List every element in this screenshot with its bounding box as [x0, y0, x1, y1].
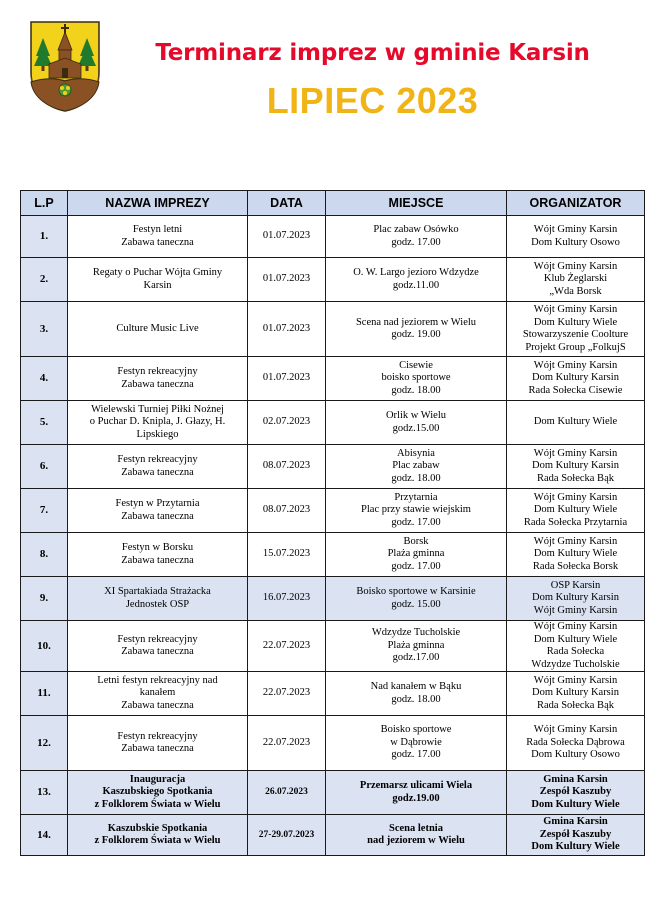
table-header-row: [21, 191, 645, 216]
cell-line: Rada Sołecka: [546, 646, 605, 657]
cell-line: Wójt Gminy Karsin: [533, 724, 618, 736]
cell-line: Zabawa taneczna: [121, 236, 194, 248]
cell-event-name: [68, 533, 248, 577]
cell-line: Letni festyn rekreacyjny nad: [97, 674, 218, 686]
cell-organizer: [507, 577, 645, 621]
cell-line: godz. 19.00: [391, 329, 441, 340]
cell-line: godz. 17.00: [391, 560, 441, 572]
cell-line: Cisewie: [399, 359, 433, 371]
cell-date: 22.07.2023: [248, 621, 326, 672]
cell-organizer: [507, 489, 645, 533]
table-row: [21, 672, 645, 716]
cell-line: Gmina Karsin: [543, 773, 608, 785]
cell-line: Festyn letni: [132, 224, 183, 235]
column-header-date: DATA: [248, 191, 326, 216]
cell-event-name: [68, 771, 248, 815]
cell-line: Dom Kultury Wiele: [533, 316, 618, 328]
cell-line: Wójt Gminy Karsin: [533, 260, 618, 272]
cell-lp: 14.: [21, 815, 68, 856]
cell-lp: 10.: [21, 621, 68, 672]
cell-lp: 11.: [21, 672, 68, 716]
cell-line: Boisko sportowe w Karsinie: [356, 586, 476, 597]
cell-line: Festyn rekreacyjny: [117, 454, 198, 465]
cell-place: [326, 815, 507, 856]
table-row: [21, 815, 645, 856]
cell-lp: 12.: [21, 716, 68, 771]
cell-event-name: [68, 672, 248, 716]
cell-event-name: [68, 357, 248, 401]
cell-line: godz.11.00: [392, 279, 440, 291]
column-header-place: MIEJSCE: [326, 191, 507, 216]
cell-line: kanałem: [139, 687, 176, 699]
cell-line: Dom Kultury Wiele: [533, 548, 618, 560]
cell-line: Plac zabaw: [392, 460, 440, 472]
cell-place: [326, 302, 507, 357]
cell-place: [326, 621, 507, 672]
cell-line: Scena letnia: [389, 822, 443, 834]
cell-line: Scena nad jeziorem w Wielu: [355, 316, 477, 328]
column-header-name: NAZWA IMPREZY: [68, 191, 248, 216]
cell-organizer: [507, 445, 645, 489]
cell-organizer: [507, 216, 645, 258]
cell-line: Gmina Karsin: [543, 816, 608, 828]
table-row: [21, 771, 645, 815]
cell-lp: 13.: [21, 771, 68, 815]
cell-lp: 4.: [21, 357, 68, 401]
cell-line: Wielewski Turniej Piłki Nożnej: [91, 403, 224, 415]
cell-date: 01.07.2023: [248, 357, 326, 401]
cell-line: Zabawa taneczna: [121, 510, 194, 522]
cell-line: Dom Kultury Wiele: [533, 633, 618, 645]
cell-event-name: [68, 302, 248, 357]
cell-line: Inauguracja: [129, 773, 186, 785]
cell-lp: 9.: [21, 577, 68, 621]
cell-date: 22.07.2023: [248, 716, 326, 771]
cell-organizer: [507, 533, 645, 577]
cell-line: Dom Kultury Wiele: [533, 416, 618, 428]
cell-date: 01.07.2023: [248, 302, 326, 357]
cell-line: „Wda Borsk: [549, 285, 602, 297]
cell-event-name: [68, 445, 248, 489]
cell-organizer: [507, 357, 645, 401]
cell-date: 01.07.2023: [248, 258, 326, 302]
cell-line: Karsin: [143, 279, 172, 291]
cell-date: 08.07.2023: [248, 489, 326, 533]
cell-place: [326, 357, 507, 401]
cell-date: 02.07.2023: [248, 401, 326, 445]
cell-place: [326, 489, 507, 533]
cell-line: godz.19.00: [392, 792, 440, 804]
cell-line: Rada Sołecka Bąk: [537, 699, 614, 711]
table-row: [21, 445, 645, 489]
cell-line: Przemarsz ulicami Wiela: [359, 780, 473, 791]
cell-event-name: [68, 216, 248, 258]
cell-date: 27-29.07.2023: [248, 815, 326, 856]
column-header-lp: L.P: [21, 191, 68, 216]
cell-place: [326, 716, 507, 771]
cell-line: Dom Kultury Wiele: [533, 504, 618, 516]
cell-line: Plac zabaw Osówko: [373, 224, 459, 235]
cell-line: Wdzydze Tucholskie: [371, 627, 461, 639]
cell-line: Klub Żeglarski: [543, 273, 608, 285]
table-row: [21, 577, 645, 621]
cell-organizer: [507, 302, 645, 357]
cell-line: Nad kanałem w Bąku: [370, 681, 462, 692]
table-row: [21, 401, 645, 445]
cell-line: Dom Kultury Karsin: [532, 687, 619, 699]
cell-organizer: [507, 815, 645, 856]
cell-place: [326, 258, 507, 302]
cell-line: godz. 18.00: [391, 693, 441, 705]
cell-line: w Dąbrowie: [390, 736, 442, 748]
cell-line: godz. 18.00: [391, 384, 441, 396]
cell-line: Plac przy stawie wiejskim: [361, 504, 471, 516]
cell-line: godz. 17.00: [391, 516, 441, 528]
cell-line: nad jeziorem w Wielu: [367, 835, 465, 846]
cell-line: godz. 17.00: [391, 749, 441, 761]
cell-line: Wójt Gminy Karsin: [533, 359, 618, 371]
cell-line: godz. 15.00: [391, 598, 441, 610]
cell-line: Plaża gminna: [387, 548, 445, 560]
cell-line: Dom Kultury Karsin: [532, 372, 619, 384]
cell-line: Plaża gminna: [387, 639, 445, 651]
cell-place: [326, 445, 507, 489]
cell-line: Dom Kultury Wiele: [531, 841, 620, 853]
cell-line: Regaty o Puchar Wójta Gminy: [92, 267, 223, 278]
table-row: [21, 533, 645, 577]
cell-date: 26.07.2023: [248, 771, 326, 815]
cell-line: Jednostek OSP: [125, 598, 190, 610]
table-row: [21, 258, 645, 302]
cell-date: 01.07.2023: [248, 216, 326, 258]
cell-line: Wójt Gminy Karsin: [533, 535, 618, 547]
cell-lp: 7.: [21, 489, 68, 533]
table-row: [21, 716, 645, 771]
cell-line: godz. 18.00: [391, 472, 441, 484]
cell-line: Rada Sołecka Dąbrowa: [526, 736, 625, 748]
cell-event-name: [68, 258, 248, 302]
cell-line: Zabawa taneczna: [121, 699, 194, 711]
cell-place: [326, 672, 507, 716]
cell-line: Rada Sołecka Przytarnia: [523, 516, 628, 528]
table-row: [21, 216, 645, 258]
cell-line: Wójt Gminy Karsin: [533, 224, 618, 235]
cell-line: boisko sportowe: [381, 372, 451, 384]
cell-line: godz.17.00: [392, 652, 440, 664]
cell-line: Wójt Gminy Karsin: [533, 447, 618, 459]
cell-date: 15.07.2023: [248, 533, 326, 577]
cell-place: [326, 771, 507, 815]
cell-organizer: [507, 716, 645, 771]
cell-line: Rada Sołecka Borsk: [532, 560, 619, 572]
cell-line: godz.15.00: [392, 422, 440, 434]
cell-line: Projekt Group „FolkujS: [525, 341, 626, 353]
cell-line: Zespół Kaszuby: [539, 828, 612, 840]
cell-place: [326, 401, 507, 445]
cell-place: [326, 533, 507, 577]
cell-line: z Folklorem Świata w Wielu: [94, 798, 221, 810]
cell-line: XI Spartakiada Strażacka: [104, 586, 211, 597]
page-title: Terminarz imprez w gminie Karsin: [155, 40, 590, 66]
cell-line: Dom Kultury Osowo: [531, 236, 620, 248]
cell-line: Przytarnia: [394, 491, 438, 503]
cell-line: O. W. Largo jezioro Wdzydze: [353, 267, 479, 278]
cell-organizer: [507, 672, 645, 716]
cell-line: Zabawa taneczna: [121, 466, 194, 478]
cell-line: Wójt Gminy Karsin: [533, 491, 618, 503]
cell-lp: 3.: [21, 302, 68, 357]
cell-line: Rada Sołecka Cisewie: [528, 384, 623, 396]
table-row: [21, 357, 645, 401]
cell-line: Dom Kultury Karsin: [532, 460, 619, 472]
cell-line: Abisynia: [397, 447, 435, 459]
cell-line: godz. 17.00: [391, 236, 441, 248]
table-row: [21, 621, 645, 672]
cell-organizer: [507, 621, 645, 672]
cell-line: Dom Kultury Osowo: [531, 749, 620, 761]
cell-line: Orlik w Wielu: [385, 410, 447, 421]
cell-line: Wójt Gminy Karsin: [533, 304, 618, 315]
cell-line: Festyn rekreacyjny: [117, 366, 198, 377]
cell-line: Dom Kultury Karsin: [532, 592, 619, 604]
cell-event-name: [68, 489, 248, 533]
cell-line: Zabawa taneczna: [121, 646, 194, 657]
cell-place: [326, 216, 507, 258]
cell-line: Wdzydze Tucholskie: [531, 658, 620, 670]
cell-date: 22.07.2023: [248, 672, 326, 716]
cell-line: Zabawa taneczna: [121, 743, 194, 754]
table-row: [21, 302, 645, 357]
cell-line: Zabawa taneczna: [121, 554, 194, 566]
events-table: [20, 190, 645, 856]
column-header-organizer: ORGANIZATOR: [507, 191, 645, 216]
cell-line: Borsk: [403, 535, 429, 547]
cell-line: Wójt Gminy Karsin: [533, 621, 618, 632]
cell-line: z Folklorem Świata w Wielu: [94, 835, 221, 846]
cell-line: Festyn w Borsku: [121, 542, 194, 553]
cell-lp: 1.: [21, 216, 68, 258]
cell-event-name: [68, 815, 248, 856]
cell-event-name: [68, 621, 248, 672]
cell-line: Wójt Gminy Karsin: [533, 604, 618, 616]
cell-event-name: [68, 577, 248, 621]
cell-line: Kaszubskie Spotkania: [107, 822, 208, 834]
cell-lp: 5.: [21, 401, 68, 445]
cell-line: Stowarzyszenie Coolture: [522, 329, 629, 340]
cell-line: Kaszubskiego Spotkania: [102, 786, 213, 798]
cell-line: o Puchar D. Knipla, J. Głazy, H.: [89, 416, 226, 428]
cell-line: Culture Music Live: [116, 322, 199, 334]
cell-date: 16.07.2023: [248, 577, 326, 621]
cell-event-name: [68, 716, 248, 771]
page-subtitle: LIPIEC 2023: [266, 80, 479, 121]
cell-line: Festyn w Przytarnia: [115, 498, 200, 509]
cell-line: Festyn rekreacyjny: [117, 633, 198, 645]
cell-line: Rada Sołecka Bąk: [537, 472, 614, 484]
cell-organizer: [507, 258, 645, 302]
cell-line: Lipskiego: [136, 428, 179, 440]
cell-line: Festyn rekreacyjny: [117, 730, 198, 742]
cell-event-name: [68, 401, 248, 445]
cell-line: Wójt Gminy Karsin: [533, 674, 618, 686]
cell-place: [326, 577, 507, 621]
cell-line: Zabawa taneczna: [121, 378, 194, 390]
cell-line: Zespół Kaszuby: [539, 786, 612, 798]
cell-lp: 2.: [21, 258, 68, 302]
cell-line: Dom Kultury Wiele: [531, 798, 620, 810]
coat-of-arms: [29, 20, 101, 112]
cell-line: OSP Karsin: [550, 579, 601, 591]
cell-lp: 8.: [21, 533, 68, 577]
cell-organizer: [507, 771, 645, 815]
cell-date: 08.07.2023: [248, 445, 326, 489]
cell-organizer: [507, 401, 645, 445]
cell-lp: 6.: [21, 445, 68, 489]
cell-line: Boisko sportowe: [380, 724, 452, 736]
table-row: [21, 489, 645, 533]
